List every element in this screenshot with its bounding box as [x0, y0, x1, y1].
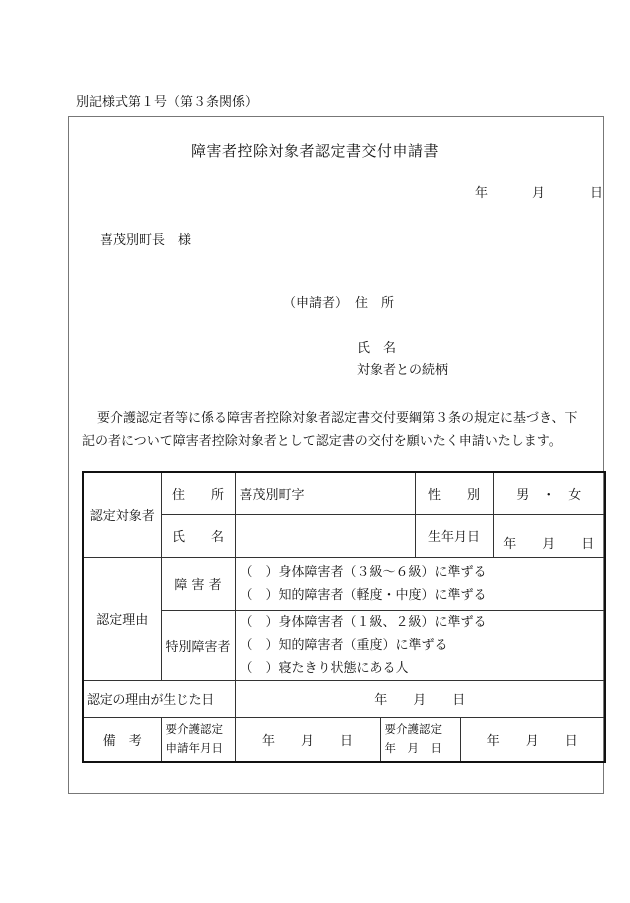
reason-header: 認定理由 [83, 557, 161, 680]
applicant-address-label: 住 所 [355, 296, 395, 311]
care-cert-date-units: 年 月 日 [486, 733, 578, 749]
care-cert-label [380, 717, 460, 762]
form-number: 別記様式第１号（第３条関係） [76, 95, 259, 110]
care-apply-label-line: 要介護認定 [165, 722, 223, 737]
name-field[interactable] [235, 514, 415, 557]
disabled-option[interactable]: （ ）知的障害者（軽度・中度）に準ずる [239, 587, 487, 603]
reason-date-field[interactable] [235, 680, 605, 717]
disabled-options[interactable] [235, 557, 605, 610]
special-options[interactable] [235, 610, 605, 680]
reason-date-units: 年 月 日 [374, 693, 466, 708]
name-label: 氏 名 [161, 514, 235, 557]
care-cert-label-line: 要介護認定 [384, 722, 442, 737]
special-option[interactable]: （ ）寝たきり状態にある人 [239, 660, 409, 676]
request-line-1: 要介護認定者等に係る障害者控除対象者認定書交付要綱第３条の規定に基づき、下 [97, 411, 578, 426]
reason-date-label: 認定の理由が生じた日 [83, 680, 235, 717]
date-day-label: 日 [590, 186, 604, 201]
sex-options[interactable]: 男 ・ 女 [493, 472, 605, 514]
disabled-label: 障 害 者 [161, 557, 235, 610]
subject-header: 認定対象者 [83, 472, 161, 557]
application-table [82, 471, 606, 763]
remarks-label: 備 考 [83, 717, 161, 762]
care-apply-date-field[interactable] [235, 717, 380, 762]
care-apply-date-units: 年 月 日 [261, 733, 353, 749]
request-paragraph [82, 407, 606, 453]
care-apply-label-line: 申請年月日 [165, 741, 223, 756]
sex-label: 性 別 [415, 472, 493, 514]
care-apply-label [161, 717, 235, 762]
address-label: 住 所 [161, 472, 235, 514]
applicant-relation-label: 対象者との続柄 [357, 363, 449, 378]
birthdate-field[interactable] [493, 514, 605, 557]
addressee: 喜茂別町長 様 [100, 233, 192, 248]
care-cert-label-line: 年 月 日 [384, 741, 442, 756]
applicant-label: （申請者） [283, 296, 349, 311]
birthdate-units: 年 月 日 [503, 536, 595, 552]
special-option[interactable]: （ ）知的障害者（重度）に準ずる [239, 637, 448, 653]
care-cert-date-field[interactable] [460, 717, 605, 762]
form-title: 障害者控除対象者認定書交付申請書 [190, 142, 439, 160]
address-field[interactable]: 喜茂別町字 [235, 472, 415, 514]
special-option[interactable]: （ ）身体障害者（１級、２級）に準ずる [239, 614, 487, 630]
birthdate-label: 生年月日 [415, 514, 493, 557]
special-label: 特別障害者 [161, 610, 235, 680]
date-year-label: 年 [475, 186, 489, 201]
date-month-label: 月 [532, 186, 546, 201]
applicant-name-label: 氏 名 [357, 341, 397, 356]
disabled-option[interactable]: （ ）身体障害者（３級～６級）に準ずる [239, 564, 487, 580]
request-line-2: 記の者について障害者控除対象者として認定書の交付を願いたく申請いたします。 [82, 434, 562, 449]
